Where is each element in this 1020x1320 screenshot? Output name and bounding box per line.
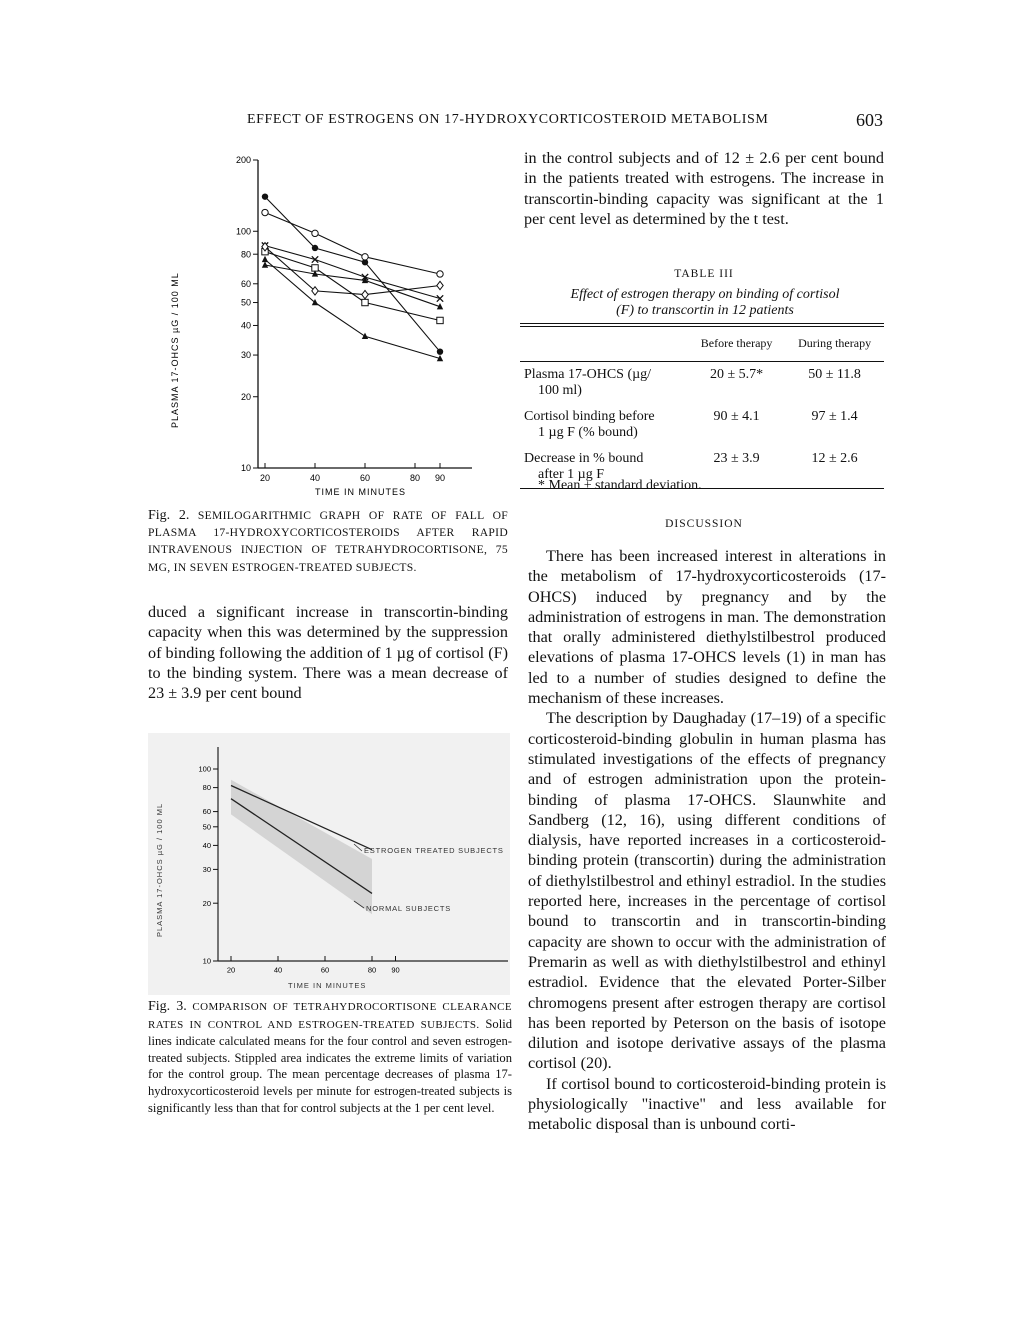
data-point (437, 281, 443, 289)
y-tick-label: 10 (202, 956, 211, 966)
fig2-caption (148, 507, 508, 576)
fig2-x-axis-label: TIME IN MINUTES (315, 487, 406, 497)
fig3-x-axis-label: TIME IN MINUTES (288, 981, 367, 990)
discussion-text (528, 546, 886, 1135)
table-cell-during: 12 ± 2.6 (811, 451, 858, 466)
table-col-before: Before therapy (700, 336, 773, 350)
x-tick-label: 40 (309, 473, 321, 483)
table-row-label: Decrease in % bound (524, 451, 644, 466)
data-point (312, 299, 318, 305)
table-row-label-cont: 1 µg F (% bound) (538, 425, 638, 440)
table-row (520, 362, 884, 405)
table-label: TABLE III (674, 268, 734, 280)
x-tick-label: 80 (409, 473, 421, 483)
x-tick-label: 80 (367, 965, 377, 975)
discussion-paragraph-1: There has been increased interest in alterations in the metabolism of 17-hydroxycorticosteroids (17-OHCS) induced by pregnancy and by the administration of estrogens in man. The demonstration that orally administered diethylstilbestrol produced elevations of plasma 17-OHCS levels (1) in man has led to a number of studies designed to define the mechanism of these increases. (528, 547, 886, 708)
discussion-paragraph-2: The description by Daughaday (17–19) of a specific corticosteroid-binding globulin in human plasma has stimulated investigations of the effects of pregnancy and of estrogen administration upon the protein-binding of plasma 17-OHCS. Slaunwhite and Sandberg (12, 16), using different conditions of dialysis, have reported increases in a corticosteroid-binding protein (transcortin) during the administration of diethylstilbestrol and ethinyl estradiol. In the studies reported here, increases in the percentage of cortisol bound to transcortin and in transcortin-binding capacity are shown to occur with the administration of Premarin as well as with diethylstilbestrol and ethinyl estradiol. Evidence that the elevated Porter-Silber chromogens present after estrogen therapy are cortisol has been reported by Peterson on the basis of isotope dilution and isotope derivative assays of the plasma cortisol (20). (528, 709, 886, 1073)
series-line-2 (265, 213, 440, 275)
y-tick-label: 50 (202, 822, 211, 832)
running-title: EFFECT OF ESTROGENS ON 17-HYDROXYCORTICOSTEROID METABOLISM (247, 112, 769, 127)
data-point (437, 295, 443, 301)
fig3-caption (148, 998, 512, 1116)
fig3-y-axis-label: PLASMA 17-OHCS µG / 100 ML (155, 802, 164, 937)
table-row-label: Plasma 17-OHCS (µg/ (524, 367, 652, 382)
data-point (312, 265, 318, 271)
table-cell-before: 90 ± 4.1 (713, 409, 760, 424)
data-point (312, 287, 318, 295)
table-footnote: * Mean ± standard deviation. (538, 478, 702, 493)
table-row-label-cont: 100 ml) (538, 383, 582, 398)
x-tick-label: 90 (391, 965, 400, 975)
discussion-paragraph-3: If cortisol bound to corticosteroid-binding protein is physiologically "inactive" and less available for metabolic disposal than is unbound corti- (528, 1074, 886, 1134)
page-number: 603 (856, 110, 883, 130)
table-col-during: During therapy (798, 336, 872, 350)
table-row-label: Cortisol binding before (524, 409, 655, 424)
series-line-6 (265, 247, 440, 295)
y-tick-label: 60 (202, 807, 211, 817)
fig2-y-axis-label: PLASMA 17-OHCS µG / 100 ML (170, 272, 180, 428)
x-tick-label: 90 (434, 473, 446, 483)
series-line-3 (265, 246, 440, 299)
y-tick-label: 60 (240, 278, 251, 289)
y-tick-label: 100 (198, 764, 211, 774)
fig2-caption-text: SEMILOGARITHMIC GRAPH OF RATE OF FALL OF PLASMA 17-HYDROXYCORTICOSTEROIDS AFTER RAPID INTRAVENOUS INJECTION OF TETRAHYDROCORTISONE, 75 MG, IN SEVEN ESTROGEN-TREATED SUBJECTS. (148, 509, 508, 574)
y-tick-label: 30 (240, 350, 251, 361)
data-point (437, 271, 443, 277)
data-point (262, 209, 268, 215)
data-point (437, 348, 443, 354)
y-tick-label: 50 (240, 297, 251, 308)
fig3-caption-label: Fig. 3. (148, 999, 187, 1014)
table-iii (520, 323, 884, 489)
table-header-row (520, 327, 884, 362)
table-body (520, 327, 884, 489)
data-point (262, 261, 268, 267)
y-tick-label: 40 (202, 841, 211, 851)
fig3-legend-normal: NORMAL SUBJECTS (366, 904, 452, 913)
data-point (362, 299, 368, 305)
data-point (312, 230, 318, 236)
fig2-series (262, 193, 443, 361)
y-tick-label: 80 (202, 783, 211, 793)
y-tick-label: 40 (240, 320, 251, 331)
series-line-5 (265, 265, 440, 307)
series-line-7 (265, 260, 440, 359)
y-tick-label: 200 (235, 155, 251, 166)
data-point (362, 333, 368, 339)
data-point (262, 193, 268, 199)
table-cell-during: 50 ± 11.8 (808, 367, 861, 382)
fig2-axes (170, 160, 472, 497)
fig2-caption-label: Fig. 2. (148, 508, 190, 523)
y-tick-label: 20 (202, 898, 211, 908)
table-row (520, 404, 884, 446)
y-tick-label: 80 (240, 249, 251, 260)
y-tick-label: 20 (240, 391, 251, 402)
table-title: Effect of estrogen therapy on binding of cortisol (F) to transcortin in 12 patients (570, 287, 840, 318)
fig3-chart (148, 733, 510, 995)
data-point (362, 254, 368, 260)
table-cell-before: 23 ± 3.9 (713, 451, 760, 466)
x-tick-label: 60 (359, 473, 371, 483)
x-tick-label: 40 (273, 965, 283, 975)
data-point (312, 245, 318, 251)
right-intro-text (524, 148, 884, 229)
y-tick-label: 30 (202, 865, 211, 875)
fig3-caption-text: Solid lines indicate calculated means for the four control and seven estrogen-treated subjects. Stippled area indicates the extreme limits of variation for the control group. The mean percentage decreases of plasma 17-hydroxycorticosteroid levels per minute for estrogen-treated subjects is significantly less than that for control subjects at the 1 per cent level. (148, 1016, 512, 1115)
series-line-4 (265, 252, 440, 321)
x-tick-label: 60 (320, 965, 330, 975)
fig3-legend-estrogen: ESTROGEN TREATED SUBJECTS (364, 846, 504, 855)
x-tick-label: 20 (259, 473, 271, 483)
fig2-chart (160, 148, 480, 498)
table-row-label-cont: after 1 µg F (538, 467, 604, 482)
y-tick-label: 100 (235, 226, 251, 237)
y-tick-label: 10 (240, 463, 251, 474)
table-cell-during: 97 ± 1.4 (811, 409, 858, 424)
table-cell-before: 20 ± 5.7* (709, 367, 764, 382)
left-column-text (148, 602, 508, 703)
data-point (262, 256, 268, 262)
discussion-heading: DISCUSSION (665, 518, 743, 530)
data-point (362, 290, 368, 298)
left-paragraph: duced a significant increase in transcortin-binding capacity when this was determined by the suppression of binding following the addition of 1 µg of cortisol (F) to the binding system. There was a mean decrease of 23 ± 3.9 per cent bound (148, 603, 509, 703)
data-point (437, 317, 443, 323)
right-intro-paragraph: in the control subjects and of 12 ± 2.6 per cent bound in the patients treated with estrogens. The increase in transcortin-binding capacity was significant at the 1 per cent level as determined by the t test. (524, 149, 884, 228)
data-point (312, 256, 318, 262)
fig3-caption-title: COMPARISON OF TETRAHYDROCORTISONE CLEARANCE RATES IN CONTROL AND ESTROGEN-TREATED SUBJECTS. (148, 1001, 512, 1031)
x-tick-label: 20 (226, 965, 236, 975)
